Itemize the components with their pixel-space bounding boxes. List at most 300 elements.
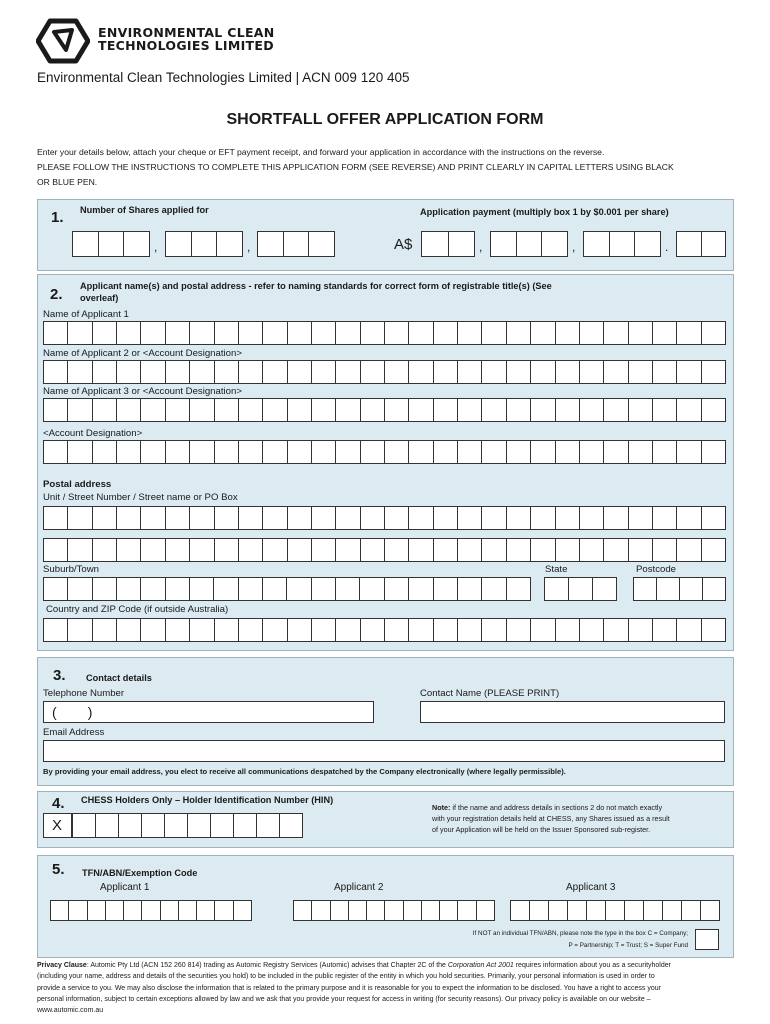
char-box[interactable]: [311, 321, 335, 345]
char-box[interactable]: [189, 538, 213, 562]
char-box[interactable]: [662, 900, 681, 921]
char-box[interactable]: [140, 321, 164, 345]
char-box[interactable]: [262, 538, 286, 562]
intro-line-2: PLEASE FOLLOW THE INSTRUCTIONS TO COMPLETE THIS APPLICATION FORM (SEE REVERSE) AND PRINT CLEARLY IN CAPITAL LETTERS USING BLACK: [37, 162, 674, 172]
char-box[interactable]: [67, 398, 91, 422]
char-box[interactable]: [510, 900, 529, 921]
char-box[interactable]: [67, 360, 91, 384]
char-box[interactable]: [579, 398, 603, 422]
char-box[interactable]: [676, 321, 700, 345]
char-box[interactable]: [140, 577, 164, 601]
char-box[interactable]: [628, 618, 652, 642]
char-box[interactable]: [628, 506, 652, 530]
char-box[interactable]: [676, 360, 700, 384]
char-box[interactable]: [311, 398, 335, 422]
char-box[interactable]: [359, 577, 383, 601]
char-box[interactable]: [311, 506, 335, 530]
char-box[interactable]: [530, 360, 554, 384]
payment-group-1[interactable]: [421, 231, 475, 257]
char-box[interactable]: [287, 506, 311, 530]
char-box[interactable]: [567, 900, 586, 921]
char-box[interactable]: [287, 360, 311, 384]
char-box[interactable]: [433, 398, 457, 422]
char-box[interactable]: [679, 577, 702, 601]
char-box[interactable]: [628, 538, 652, 562]
suburb-field[interactable]: [43, 577, 531, 601]
char-box[interactable]: [140, 360, 164, 384]
char-box[interactable]: [457, 398, 481, 422]
char-box[interactable]: [384, 321, 408, 345]
char-box[interactable]: [311, 577, 335, 601]
contact-name-field[interactable]: [420, 701, 725, 723]
char-box[interactable]: [433, 360, 457, 384]
char-box[interactable]: [213, 577, 237, 601]
char-box[interactable]: [335, 440, 359, 464]
char-box[interactable]: [164, 813, 187, 838]
char-box[interactable]: [116, 618, 140, 642]
char-box[interactable]: [256, 813, 279, 838]
char-box[interactable]: [67, 618, 91, 642]
char-box[interactable]: [262, 506, 286, 530]
state-field[interactable]: [544, 577, 617, 601]
char-box[interactable]: [92, 506, 116, 530]
char-box[interactable]: [384, 618, 408, 642]
char-box[interactable]: [311, 900, 329, 921]
char-box[interactable]: [67, 440, 91, 464]
char-box[interactable]: [287, 321, 311, 345]
char-box[interactable]: [384, 900, 402, 921]
char-box[interactable]: [433, 440, 457, 464]
entity-type-box[interactable]: [695, 929, 719, 950]
char-box[interactable]: [92, 577, 116, 601]
char-box[interactable]: [624, 900, 643, 921]
applicant-3-name-field[interactable]: [43, 398, 726, 422]
char-box[interactable]: [530, 321, 554, 345]
char-box[interactable]: [408, 398, 432, 422]
char-box[interactable]: [481, 321, 505, 345]
char-box[interactable]: [262, 440, 286, 464]
char-box[interactable]: [457, 506, 481, 530]
char-box[interactable]: [286, 577, 310, 601]
char-box[interactable]: [214, 440, 238, 464]
char-box[interactable]: [433, 506, 457, 530]
char-box[interactable]: [311, 440, 335, 464]
char-box[interactable]: [287, 440, 311, 464]
char-box[interactable]: [701, 618, 726, 642]
char-box[interactable]: [116, 440, 140, 464]
char-box[interactable]: [210, 813, 233, 838]
char-box[interactable]: [529, 900, 548, 921]
char-box[interactable]: [92, 321, 116, 345]
char-box[interactable]: [701, 398, 726, 422]
char-box[interactable]: [457, 538, 481, 562]
char-box[interactable]: [335, 360, 359, 384]
char-box[interactable]: [408, 538, 432, 562]
char-box[interactable]: [116, 398, 140, 422]
char-box[interactable]: [555, 538, 579, 562]
char-box[interactable]: [335, 577, 359, 601]
char-box[interactable]: [238, 538, 262, 562]
tfn-applicant-3-field[interactable]: [510, 900, 720, 921]
char-box[interactable]: [287, 398, 311, 422]
char-box[interactable]: [92, 538, 116, 562]
char-box[interactable]: [72, 813, 95, 838]
char-box[interactable]: [67, 321, 91, 345]
char-box[interactable]: [555, 440, 579, 464]
char-box[interactable]: [481, 506, 505, 530]
char-box[interactable]: [530, 440, 554, 464]
char-box[interactable]: [555, 360, 579, 384]
char-box[interactable]: [187, 813, 210, 838]
country-zip-field[interactable]: [43, 618, 726, 642]
char-box[interactable]: [579, 618, 603, 642]
char-box[interactable]: [530, 506, 554, 530]
char-box[interactable]: [676, 440, 700, 464]
char-box[interactable]: [433, 538, 457, 562]
char-box[interactable]: [676, 506, 700, 530]
char-box[interactable]: [189, 618, 213, 642]
privacy-clause: [37, 960, 737, 1016]
email-field[interactable]: [43, 740, 725, 762]
char-box[interactable]: [555, 506, 579, 530]
char-box[interactable]: [643, 900, 662, 921]
payment-group-3[interactable]: [583, 231, 661, 257]
char-box[interactable]: [140, 398, 164, 422]
char-box[interactable]: [592, 577, 617, 601]
char-box[interactable]: [603, 440, 627, 464]
char-box[interactable]: [165, 440, 189, 464]
payment-group-2[interactable]: [490, 231, 568, 257]
char-box[interactable]: [603, 618, 627, 642]
char-box[interactable]: [43, 506, 67, 530]
char-box[interactable]: [67, 506, 91, 530]
country-label: Country and ZIP Code (if outside Australia): [46, 604, 229, 615]
char-box[interactable]: [189, 577, 213, 601]
char-box[interactable]: [196, 900, 214, 921]
section-2-heading-line-2: overleaf): [80, 293, 119, 303]
char-box[interactable]: [384, 577, 408, 601]
char-box[interactable]: [43, 618, 67, 642]
char-box[interactable]: [506, 440, 530, 464]
char-box[interactable]: [360, 440, 384, 464]
char-box[interactable]: [506, 360, 530, 384]
char-box[interactable]: [506, 398, 530, 422]
char-box[interactable]: [43, 538, 67, 562]
char-box[interactable]: [506, 321, 530, 345]
shares-group-3[interactable]: [257, 231, 335, 257]
char-box[interactable]: [238, 577, 262, 601]
char-box[interactable]: [676, 538, 700, 562]
char-box[interactable]: [262, 618, 286, 642]
char-box[interactable]: [335, 398, 359, 422]
shares-group-1[interactable]: [72, 231, 150, 257]
char-box[interactable]: [579, 538, 603, 562]
char-box[interactable]: [123, 900, 141, 921]
char-box[interactable]: [116, 360, 140, 384]
char-box[interactable]: [408, 577, 432, 601]
char-box[interactable]: [335, 618, 359, 642]
street-line-2-field[interactable]: [43, 538, 726, 562]
char-box[interactable]: [506, 618, 530, 642]
char-box[interactable]: [366, 900, 384, 921]
char-box[interactable]: [335, 538, 359, 562]
char-box[interactable]: [408, 618, 432, 642]
char-box[interactable]: [262, 398, 286, 422]
char-box[interactable]: [555, 618, 579, 642]
char-box[interactable]: [189, 398, 213, 422]
char-box[interactable]: [189, 506, 213, 530]
char-box[interactable]: [116, 506, 140, 530]
char-box[interactable]: [67, 577, 91, 601]
char-box[interactable]: [360, 506, 384, 530]
char-box[interactable]: [701, 440, 726, 464]
char-box[interactable]: [457, 360, 481, 384]
char-box[interactable]: [68, 900, 86, 921]
char-box[interactable]: [433, 321, 457, 345]
section-4-note: [432, 802, 732, 835]
char-box[interactable]: [214, 900, 232, 921]
char-box[interactable]: [287, 618, 311, 642]
char-box[interactable]: [233, 813, 256, 838]
char-box[interactable]: [652, 360, 676, 384]
char-box[interactable]: [633, 577, 656, 601]
char-box[interactable]: [360, 618, 384, 642]
char-box[interactable]: [701, 321, 726, 345]
char-box[interactable]: [384, 398, 408, 422]
char-box[interactable]: [457, 440, 481, 464]
char-box[interactable]: [457, 618, 481, 642]
char-box[interactable]: [476, 900, 495, 921]
char-box[interactable]: [311, 618, 335, 642]
char-box[interactable]: [628, 398, 652, 422]
char-box[interactable]: [579, 360, 603, 384]
char-box[interactable]: [579, 440, 603, 464]
char-box[interactable]: [105, 900, 123, 921]
char-box[interactable]: [165, 538, 189, 562]
char-box[interactable]: [116, 321, 140, 345]
char-box[interactable]: [92, 360, 116, 384]
hin-field[interactable]: [72, 813, 303, 838]
char-box[interactable]: [603, 360, 627, 384]
char-box[interactable]: [457, 577, 481, 601]
char-box[interactable]: [165, 618, 189, 642]
char-box[interactable]: [457, 900, 475, 921]
char-box[interactable]: [603, 398, 627, 422]
char-box[interactable]: [652, 538, 676, 562]
char-box[interactable]: [311, 538, 335, 562]
char-box[interactable]: [506, 538, 530, 562]
char-box[interactable]: [481, 618, 505, 642]
char-box[interactable]: [701, 538, 726, 562]
char-box[interactable]: [628, 360, 652, 384]
char-box[interactable]: [481, 360, 505, 384]
char-box[interactable]: [165, 506, 189, 530]
char-box[interactable]: [360, 538, 384, 562]
char-box[interactable]: [238, 440, 262, 464]
char-box[interactable]: [287, 538, 311, 562]
char-box[interactable]: [408, 506, 432, 530]
tfn-applicant-1-field[interactable]: [50, 900, 252, 921]
char-box[interactable]: [43, 440, 67, 464]
char-box[interactable]: [360, 321, 384, 345]
char-box[interactable]: [408, 321, 432, 345]
char-box[interactable]: [238, 321, 262, 345]
char-box[interactable]: [214, 398, 238, 422]
char-box[interactable]: [656, 577, 679, 601]
char-box[interactable]: [702, 577, 726, 601]
char-box[interactable]: [568, 577, 592, 601]
char-box[interactable]: [433, 577, 457, 601]
postcode-field[interactable]: [633, 577, 726, 601]
char-box[interactable]: [348, 900, 366, 921]
char-box[interactable]: [214, 360, 238, 384]
char-box[interactable]: [481, 398, 505, 422]
char-box[interactable]: [701, 360, 726, 384]
char-box[interactable]: [652, 506, 676, 530]
char-box[interactable]: [335, 321, 359, 345]
char-box[interactable]: [384, 506, 408, 530]
char-box[interactable]: [481, 577, 505, 601]
char-box[interactable]: [165, 321, 189, 345]
char-box[interactable]: [43, 360, 67, 384]
char-box[interactable]: [421, 900, 439, 921]
char-box[interactable]: [360, 360, 384, 384]
char-box[interactable]: [530, 618, 554, 642]
char-box[interactable]: [262, 577, 286, 601]
char-box[interactable]: [676, 618, 700, 642]
char-box[interactable]: [189, 321, 213, 345]
char-box[interactable]: [506, 506, 530, 530]
char-box[interactable]: [433, 618, 457, 642]
char-box[interactable]: [238, 506, 262, 530]
char-box[interactable]: [238, 618, 262, 642]
account-designation-field[interactable]: [43, 440, 726, 464]
char-box[interactable]: [335, 506, 359, 530]
applicant-1-name-field[interactable]: [43, 321, 726, 345]
char-box[interactable]: [178, 900, 196, 921]
char-box[interactable]: [544, 577, 568, 601]
char-box[interactable]: [87, 900, 105, 921]
char-box[interactable]: [165, 398, 189, 422]
char-box[interactable]: [95, 813, 118, 838]
char-box[interactable]: [67, 538, 91, 562]
char-box[interactable]: [92, 618, 116, 642]
telephone-field[interactable]: [43, 701, 374, 723]
payment-cents[interactable]: [676, 231, 726, 257]
char-box[interactable]: [330, 900, 348, 921]
char-box[interactable]: [676, 398, 700, 422]
applicant-2-name-field[interactable]: [43, 360, 726, 384]
char-box[interactable]: [165, 577, 189, 601]
char-box[interactable]: [652, 618, 676, 642]
char-box[interactable]: [384, 440, 408, 464]
char-box[interactable]: [700, 900, 720, 921]
char-box[interactable]: [701, 506, 726, 530]
char-box[interactable]: [481, 538, 505, 562]
char-box[interactable]: [92, 398, 116, 422]
street-line-1-field[interactable]: [43, 506, 726, 530]
char-box[interactable]: [586, 900, 605, 921]
privacy-line-1-italic: Corporation Act 2001: [447, 962, 514, 969]
char-box[interactable]: [457, 321, 481, 345]
char-box[interactable]: [628, 440, 652, 464]
char-box[interactable]: [530, 398, 554, 422]
char-box[interactable]: [165, 360, 189, 384]
char-box[interactable]: [628, 321, 652, 345]
telephone-label: Telephone Number: [43, 688, 125, 699]
char-box[interactable]: [681, 900, 700, 921]
char-box[interactable]: [43, 321, 67, 345]
char-box[interactable]: [214, 321, 238, 345]
tfn-applicant-2-label: Applicant 2: [334, 882, 384, 893]
char-box[interactable]: [555, 398, 579, 422]
char-box[interactable]: [548, 900, 567, 921]
char-box[interactable]: [262, 321, 286, 345]
char-box[interactable]: [160, 900, 178, 921]
char-box[interactable]: [140, 538, 164, 562]
char-box[interactable]: [189, 440, 213, 464]
char-box[interactable]: [360, 398, 384, 422]
char-box[interactable]: [403, 900, 421, 921]
char-box[interactable]: [605, 900, 624, 921]
char-box[interactable]: [118, 813, 141, 838]
char-box[interactable]: [408, 360, 432, 384]
char-box[interactable]: [140, 506, 164, 530]
char-box[interactable]: [141, 813, 164, 838]
char-box[interactable]: [652, 321, 676, 345]
char-box[interactable]: [579, 321, 603, 345]
char-box[interactable]: [603, 506, 627, 530]
char-box[interactable]: [189, 360, 213, 384]
char-box[interactable]: [238, 360, 262, 384]
char-box[interactable]: [50, 900, 68, 921]
char-box[interactable]: [116, 538, 140, 562]
char-box[interactable]: [579, 506, 603, 530]
char-box[interactable]: [408, 440, 432, 464]
char-box[interactable]: [92, 440, 116, 464]
char-box[interactable]: [603, 538, 627, 562]
intro-line-1: Enter your details below, attach your cheque or EFT payment receipt, and forward your application in accordance with the instructions on the reverse.: [37, 147, 605, 157]
char-box[interactable]: [555, 321, 579, 345]
char-box[interactable]: [43, 398, 67, 422]
char-box[interactable]: [214, 538, 238, 562]
char-box[interactable]: [439, 900, 457, 921]
char-box[interactable]: [238, 398, 262, 422]
char-box[interactable]: [603, 321, 627, 345]
shares-group-2[interactable]: [165, 231, 243, 257]
char-box[interactable]: [311, 360, 335, 384]
char-box[interactable]: [214, 506, 238, 530]
char-box[interactable]: [652, 398, 676, 422]
char-box[interactable]: [506, 577, 531, 601]
char-box[interactable]: [279, 813, 303, 838]
char-box[interactable]: [262, 360, 286, 384]
char-box[interactable]: [384, 538, 408, 562]
char-box[interactable]: [233, 900, 252, 921]
char-box[interactable]: [140, 618, 164, 642]
char-box[interactable]: [141, 900, 159, 921]
tfn-applicant-2-field[interactable]: [293, 900, 495, 921]
char-box[interactable]: [652, 440, 676, 464]
char-box[interactable]: [530, 538, 554, 562]
char-box[interactable]: [214, 618, 238, 642]
char-box[interactable]: [43, 577, 67, 601]
char-box[interactable]: [481, 440, 505, 464]
char-box[interactable]: [140, 440, 164, 464]
char-box[interactable]: [384, 360, 408, 384]
char-box[interactable]: [116, 577, 140, 601]
char-box[interactable]: [293, 900, 311, 921]
